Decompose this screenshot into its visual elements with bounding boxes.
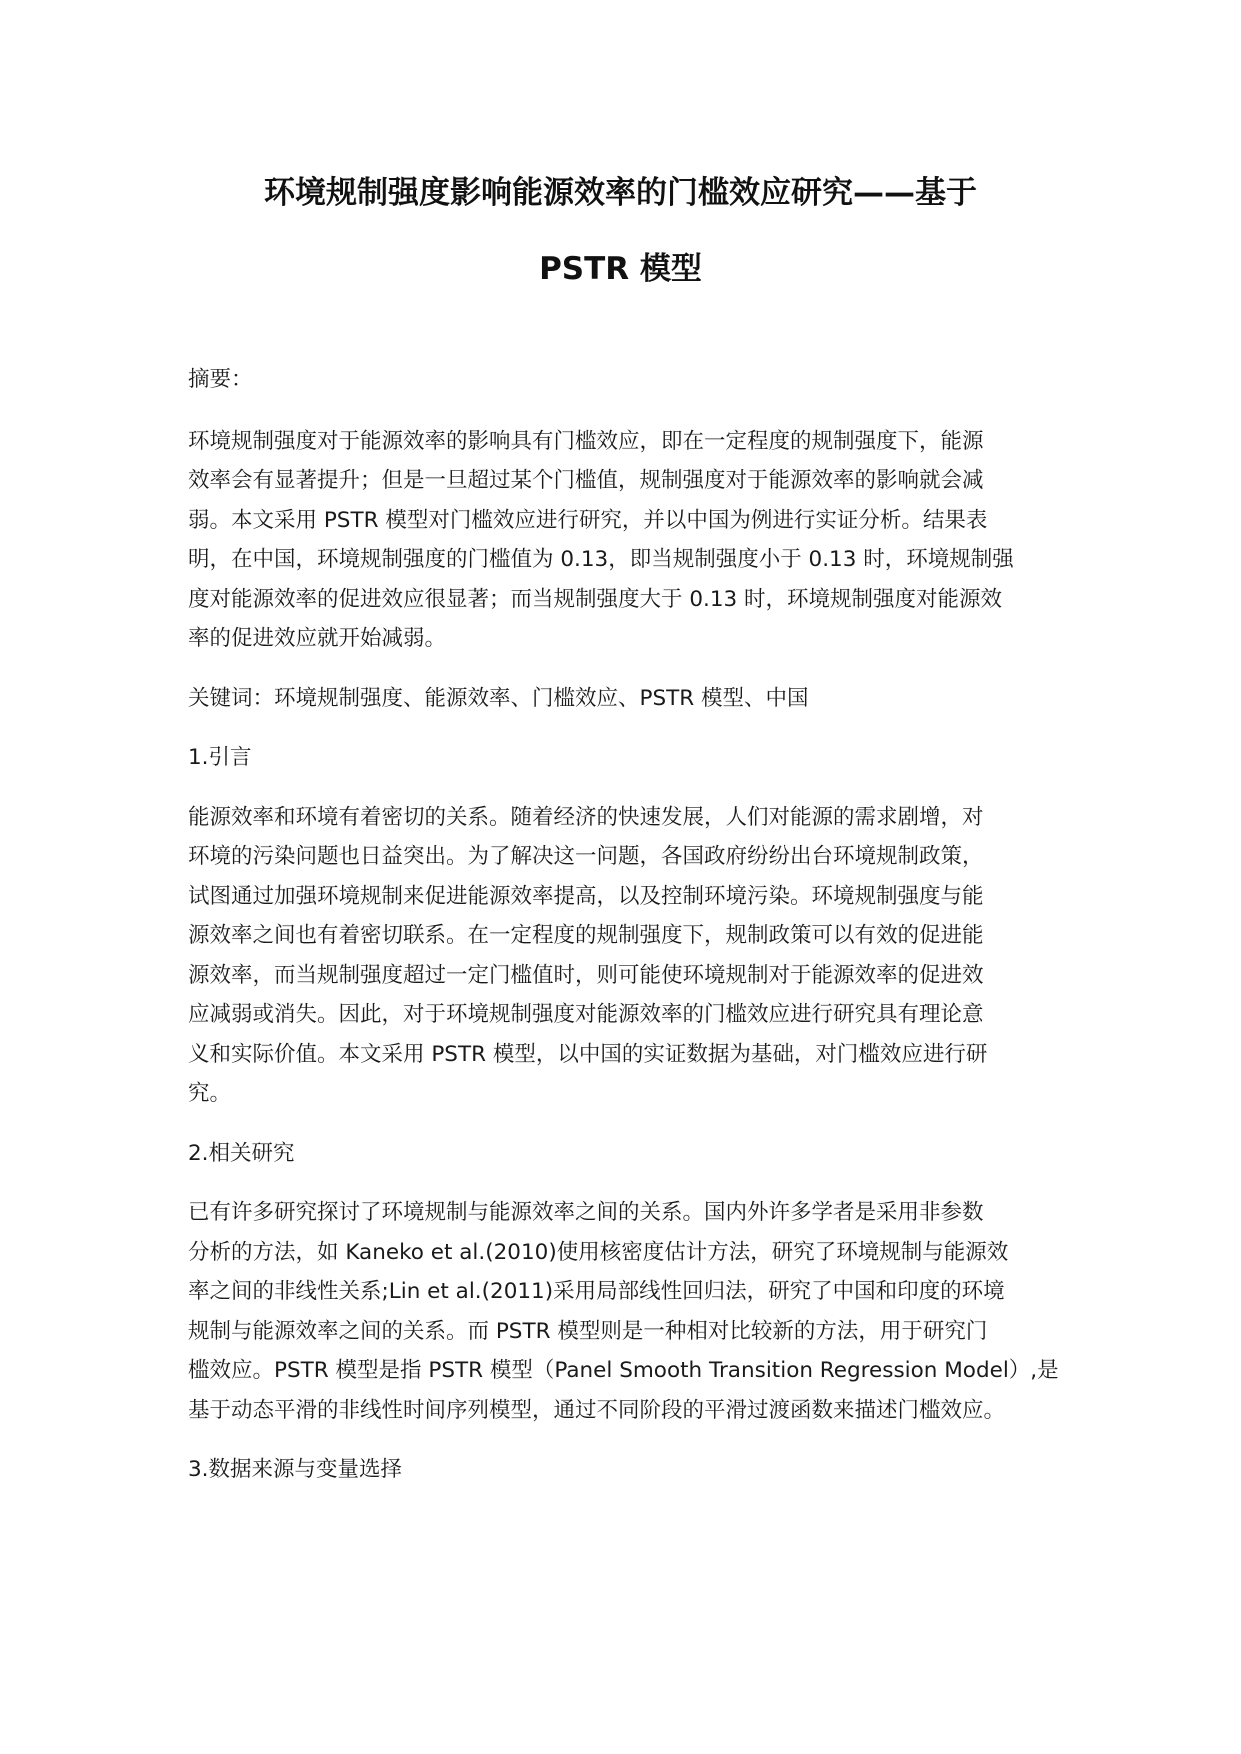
text-line: 明，在中国，环境规制强度的门槛值为 0.13，即当规制强度小于 0.13 时，环境规制强 xyxy=(188,547,1014,572)
introduction-paragraph xyxy=(188,798,1068,1114)
text-line: 已有许多研究探讨了环境规制与能源效率之间的关系。国内外许多学者是采用非参数 xyxy=(188,1200,984,1225)
title-line: PSTR 模型 xyxy=(539,251,702,287)
document-title xyxy=(0,176,1241,286)
text-line: 应减弱或消失。因此，对于环境规制强度对能源效率的门槛效应进行研究具有理论意 xyxy=(188,1002,984,1027)
section-heading-data-and-variables: 3.数据来源与变量选择 xyxy=(188,1457,403,1482)
text-line: 度对能源效率的促进效应很显著；而当规制强度大于 0.13 时，环境规制强度对能源效 xyxy=(188,586,1003,612)
text-line: 能源效率和环境有着密切的关系。随着经济的快速发展，人们对能源的需求剧增，对 xyxy=(188,804,984,830)
text-line: 义和实际价值。本文采用 PSTR 模型，以中国的实证数据为基础，对门槛效应进行研 xyxy=(188,1041,988,1067)
keywords: 关键词：环境规制强度、能源效率、门槛效应、PSTR 模型、中国 xyxy=(188,685,809,711)
title-line: 环境规制强度影响能源效率的门槛效应研究——基于 xyxy=(264,175,977,211)
text-line: 源效率之间也有着密切联系。在一定程度的规制强度下，规制政策可以有效的促进能 xyxy=(188,923,984,948)
text-line: 规制与能源效率之间的关系。而 PSTR 模型则是一种相对比较新的方法，用于研究门 xyxy=(188,1318,988,1344)
text-line: 效率会有显著提升；但是一旦超过某个门槛值，规制强度对于能源效率的影响就会减 xyxy=(188,468,984,493)
text-line: 弱。本文采用 PSTR 模型对门槛效应进行研究，并以中国为例进行实证分析。结果表 xyxy=(188,507,988,533)
text-line: 率之间的非线性关系;Lin et al.(2011)采用局部线性回归法，研究了中国和印度的环境 xyxy=(188,1279,1005,1304)
text-line: 环境的污染问题也日益突出。为了解决这一问题，各国政府纷纷出台环境规制政策， xyxy=(188,844,984,869)
section-heading-introduction: 1.引言 xyxy=(188,745,252,770)
text-line: 试图通过加强环境规制来促进能源效率提高，以及控制环境污染。环境规制强度与能 xyxy=(188,883,984,909)
text-line: 率的促进效应就开始减弱。 xyxy=(188,626,447,651)
text-line: 基于动态平滑的非线性时间序列模型，通过不同阶段的平滑过渡函数来描述门槛效应。 xyxy=(188,1397,1006,1423)
text-line: 源效率，而当规制强度超过一定门槛值时，则可能使环境规制对于能源效率的促进效 xyxy=(188,962,984,988)
text-line: 究。 xyxy=(188,1081,232,1106)
section-heading-related-research: 2.相关研究 xyxy=(188,1140,295,1166)
document-body xyxy=(188,360,1068,1510)
text-line: 环境规制强度对于能源效率的影响具有门槛效应，即在一定程度的规制强度下，能源 xyxy=(188,428,984,454)
abstract-label: 摘要： xyxy=(188,367,253,392)
abstract-paragraph xyxy=(188,422,1068,659)
related-research-paragraph xyxy=(188,1193,1068,1430)
text-line: 分析的方法，如 Kaneko et al.(2010)使用核密度估计方法，研究了环境规制与能源效 xyxy=(188,1239,1009,1265)
text-line: 槛效应。PSTR 模型是指 PSTR 模型（Panel Smooth Transition Regression Model）,是 xyxy=(188,1358,1059,1383)
